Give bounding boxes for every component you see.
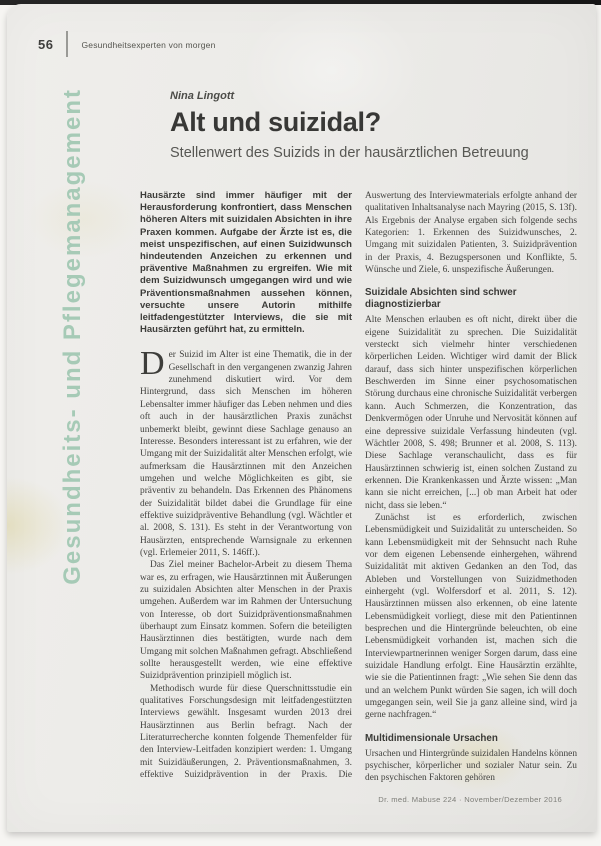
article-header <box>170 90 570 161</box>
author-name: Nina Lingott <box>170 90 235 102</box>
body-paragraph: Methodisch wurde für diese Querschnittsstudie ein qualitatives Forschungsdesign mit leitfadengestützten Interviews gewählt. Insgesamt wurden 2013 drei Hausärztinnen aus Berlin befragt. Nach der Literaturrecherche konnten folgende Themenfelder für den Interview-Leitfaden konzipiert werden: 1. Umgang mit Suizidäußerungen, 2. Präventionsmaßnahmen, 3. effektive Suizidprävention in der Praxis. Die Auswertung des Interviewmaterials erfolgte anhand der qualitativen Inhaltsanalyse nach Mayring (2015, S. 13f). Als Ergebnis der Analyse ergaben sich folgende sechs Kategorien: 1. Erkennen des Suizidwunsches, 2. Umgang mit suizidalen Patienten, 3. Suizidprävention in der Praxis, 4. Bezugspersonen und Konflikte, 5. Wünsche und Ziele, 6. unspezifische Äußerungen. <box>140 191 577 781</box>
article-subtitle: Stellenwert des Suizids in der hausärztlichen Betreuung <box>170 145 529 161</box>
article-title: Alt und suizidal? <box>170 107 381 137</box>
section-heading: Suizidale Absichten sind schwer diagnostizierbar <box>365 287 517 311</box>
drop-cap: D <box>140 345 165 383</box>
abstract-paragraph: Hausärzte sind immer häufiger mit der Herausforderung konfrontiert, dass Menschen höheren Alters mit suizidalen Absichten in ihre Praxen kommen. Aufgabe der Ärzte ist es, die meist unspezifischen, auf einen Suizidwunsch hindeutenden Anzeichen zu erkennen und präventive Maßnahmen zu ergreifen. Wie mit dem Suizidwunsch umgegangen wird und wie Präventionsmaßnahmen aussehen können, versuchte unsere Autorin mithilfe leitfadengestützter Interviews, die sie mit Hausärzten geführt hat, zu ermitteln. <box>140 190 352 336</box>
body-paragraph: Ursachen und Hintergründe suizidalen Handelns können psychischer, körperlicher und sozialer Natur sein. Zu den psychischen Faktoren gehören <box>365 748 577 784</box>
lead-paragraph: Der Suizid im Alter ist eine Thematik, die in der Gesellschaft in den vergangenen zwanzig Jahren zunehmend diskutiert wird. Vor dem Hintergrund, dass sich Menschen im höheren Lebensalter immer häufiger das Leben nehmen und dies oft auch in der hausärztlichen Praxis zunächst unbemerkt bleibt, gewinnt diese Sachlage genauso an Interesse. Besonders interessant ist zu erfahren, wie der Umgang mit der Suizidalität alter Menschen erfolgt, wie aufmerksam die Hausärztinnen mit den Anzeichen umgehen und welche Möglichkeiten es gibt, sie präventiv zu behandeln. Das Erkennen des Phänomens der Suizidalität bildet dabei die Grundlage für eine effektive suizidpräventive Behandlung (vgl. Wächtler et al. 2008, S. 131). Es steht in der Verantwortung von Hausärzten, entsprechende Warnsignale zu erkennen (vgl. Erlemeier 2011, S. 146ff.). <box>140 345 352 558</box>
section-heading: Multidimensionale Ursachen <box>365 732 498 744</box>
body-paragraph: Alte Menschen erlauben es oft nicht, direkt über die eigene Suizidalität zu sprechen. Die Suizidalität versteckt sich vielmehr hinter verschiedenen körperlichen Leiden. Wichtiger wird damit der Blick darauf, dass sich hinter unspezifischen körperlichen Beschwerden im Sinne einer psychosomatischen Störung durchaus eine chronische Suizidalität verbergen kann. Auch Schmerzen, die Konzentration, das Denkvermögen oder Unruhe und Nervosität können auf eine depressive suizidale Verfassung hindeuten (vgl. Wächtler 2008, S. 498; Brunner et al. 2008, S. 113). Diese Sachlage veranschaulicht, dass es für Hausärztinnen schwierig ist, einen solchen Zustand zu erkennen. Die Krankenkassen und Ärzte wissen: „Man kann sie nicht erreichen, [...] ob man Arbeit hat oder nicht, dass sie leben.“ <box>365 315 577 511</box>
series-vertical-label: Gesundheits- und Pflegemanagement <box>59 88 86 585</box>
running-head <box>38 31 216 57</box>
journal-footer: Dr. med. Mabuse 224 · November/Dezember 2016 <box>378 795 562 804</box>
header-divider <box>66 31 68 57</box>
body-paragraph: Zunächst ist es erforderlich, zwischen Lebensmüdigkeit und Suizidalität zu unterscheiden. So kann Lebensmüdigkeit mit der Sehnsucht nach Ruhe vor dem eigenen Lebensende einhergehen, während Suizidalität mit aktiven Gedanken an den Tod, das Ableben und Vorstellungen von Suizidmethoden einhergeht (vgl. Wolfersdorf et al. 2011, S. 12). Hausärztinnen müssen also erkennen, ob eine latente Lebensmüdigkeit vorliegt, diese mit den Patientinnen besprechen und die Hintergründe beleuchten, ob eine Lebensmüdigkeit vorhanden ist, machen sich die Interviewpartnerinnen weniger Sorgen darum, dass eine suizidale Handlung erfolgt. Eine Hausärztin erzählte, wie sie die Patientinnen fragt: „Wie sehen Sie denn das und an welchem Punkt würden Sie sagen, ich will doch umgegangen sein, weil Sie ja ganz alleine sind, wird ja gerne nachfragen.“ <box>365 512 577 721</box>
page <box>7 4 596 832</box>
section-header: Gesundheitsexperten von morgen <box>81 40 216 50</box>
article-body-columns <box>140 190 577 812</box>
page-number: 56 <box>38 36 54 52</box>
body-paragraph: Das Ziel meiner Bachelor-Arbeit zu diesem Thema war es, zu erfragen, wie Hausärztinnen mit Äußerungen zu suizidalen Absichten alter Menschen in der Praxis umgehen. Außerdem war im Rahmen der Untersuchung von Interesse, ob dort Suizidpräventionsmaßnahmen überhaupt zum Einsatz kommen. Sofern die beteiligten Hausärztinnen dies bestätigten, wurde nach dem Umgang mit solchen Maßnahmen gefragt. Abschließend sollte herausgestellt werden, wie eine effektive Suizidprävention prinzipiell möglich ist. <box>140 560 352 682</box>
